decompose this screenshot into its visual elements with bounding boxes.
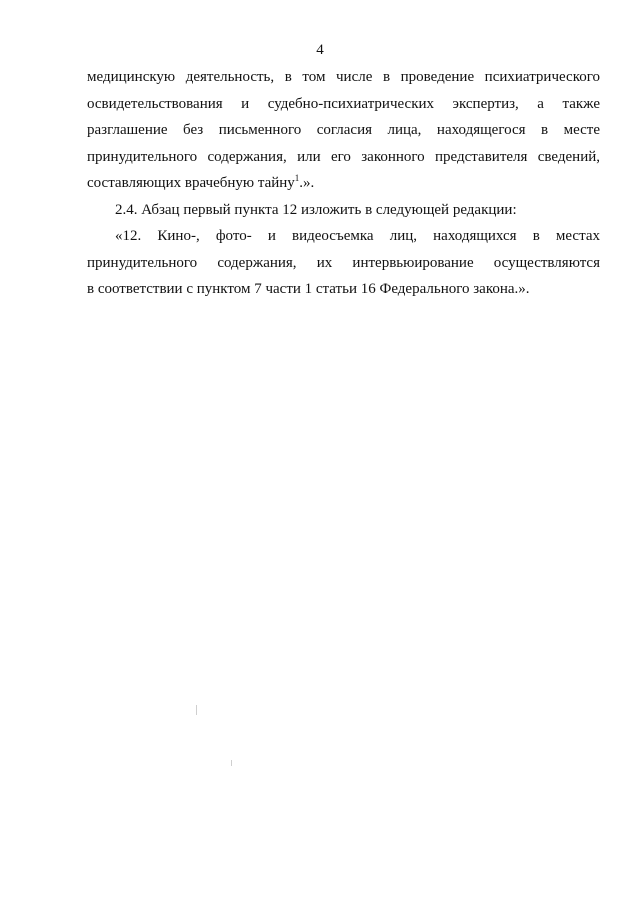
text-line: разглашение без письменного согласия лица, находящегося в месте [87,122,600,138]
scan-artifact [196,705,197,715]
text-line: «12. Кино-, фото- и видеосъемка лиц, находящихся в местах [115,228,600,244]
page-number: 4 [316,42,324,58]
text-fragment: .». [299,175,315,191]
text-line: освидетельствования и судебно-психиатрических экспертиз, а также [87,95,600,112]
text-line: 2.4. Абзац первый пункта 12 изложить в следующей редакции: [115,201,517,218]
text-line: принудительного содержания, их интервьюирование осуществляются [87,254,600,271]
paragraph-new-wording [87,223,600,303]
text-fragment: составляющих врачебную тайну [87,175,295,191]
text-line: принудительного содержания, или его законного представителя сведений, [87,148,600,165]
document-body [87,64,600,303]
text-line: медицинскую деятельность, в том числе в проведение психиатрического [87,69,600,85]
text-line [87,170,600,197]
scan-artifact [231,760,232,766]
paragraph-continuation [87,64,600,197]
footnote-marker: 1 [294,173,300,183]
text-line: в соответствии с пунктом 7 части 1 статьи 16 Федерального закона.». [87,281,530,297]
paragraph-amendment-instruction [87,197,600,224]
